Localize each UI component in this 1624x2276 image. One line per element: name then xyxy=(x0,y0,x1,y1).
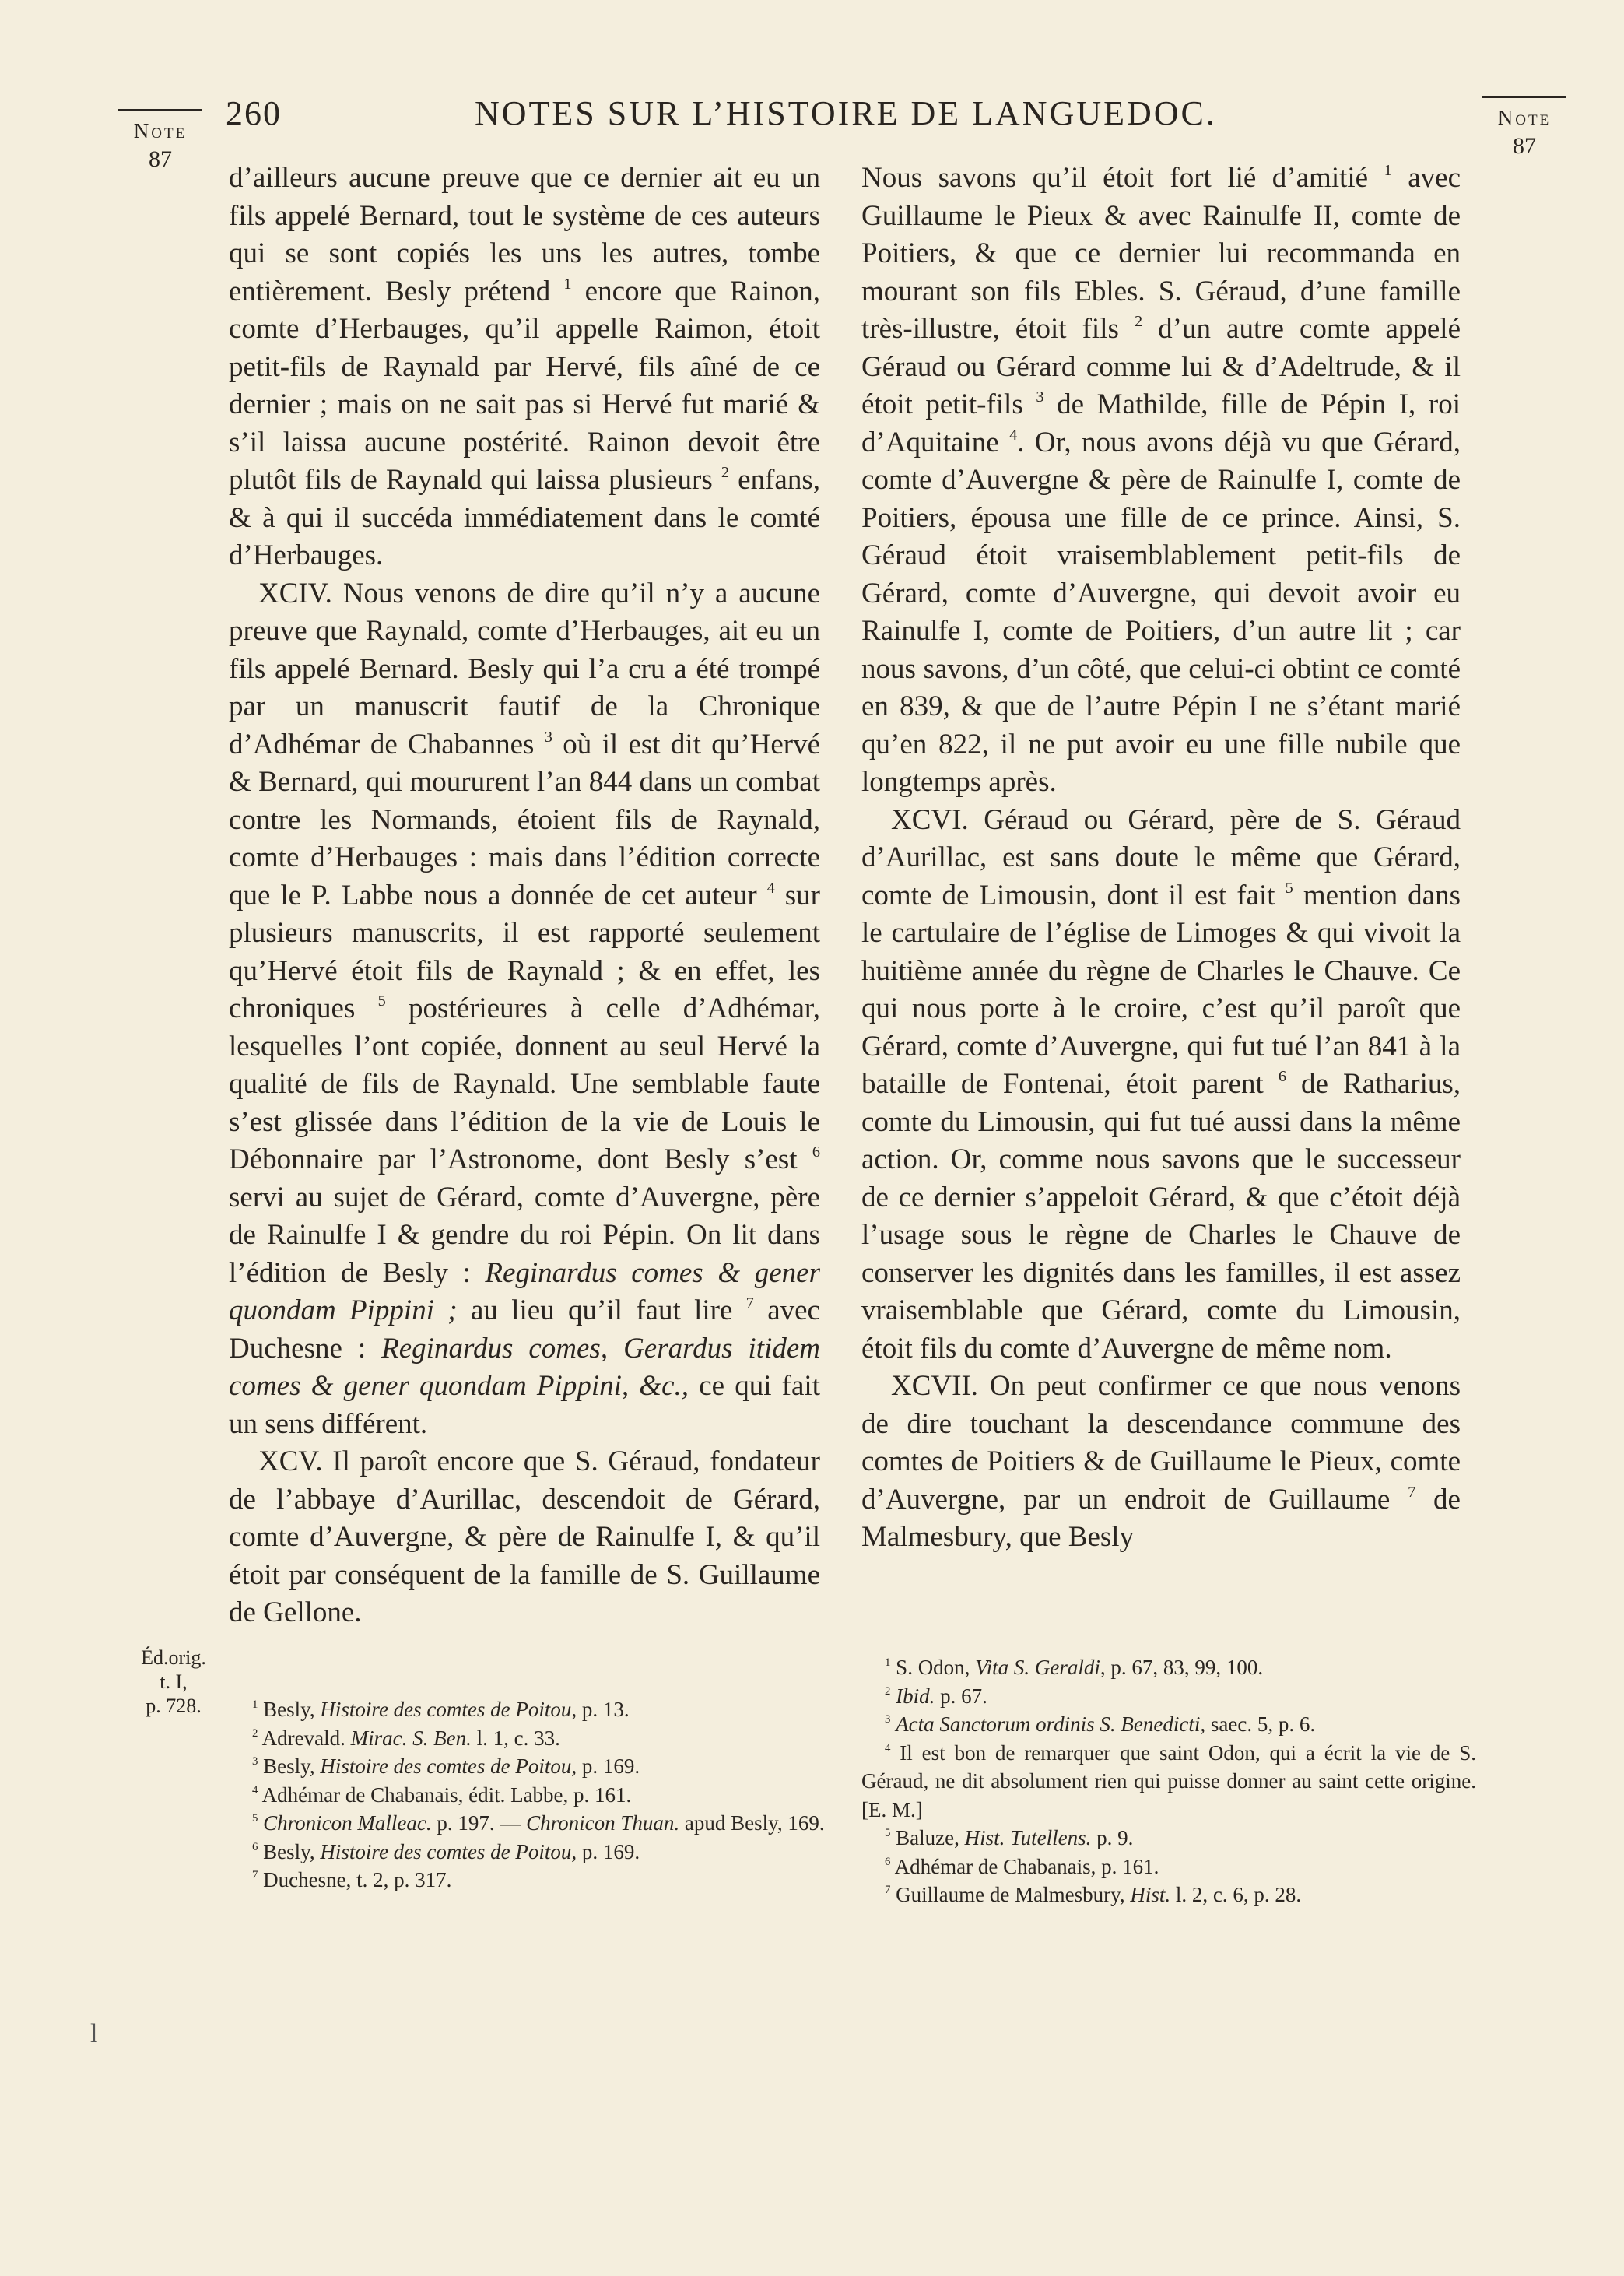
margin-note-right xyxy=(1482,96,1566,160)
footnote: $^2$ Adrevald. Mirac. S. Ben. l. 1, c. 33. xyxy=(252,1726,560,1750)
footnote: $^1$ S. Odon, Vita S. Geraldi, p. 67, 83, 99, 100. xyxy=(885,1656,1264,1679)
margin-note-label: Note xyxy=(1497,106,1552,129)
body-paragraph: XCV. Il paroît encore que S. Géraud, fondateur de l’abbaye d’Aurillac, descendoit de Gérard, comte d’Auvergne, & père de Rainulfe I, & qu’il étoit par conséquent de la famille de S. Guillaume de Gellone. xyxy=(229,1445,820,1628)
orig-ref-line: Éd.orig. xyxy=(141,1646,206,1669)
footnote: $^2$ Ibid. p. 67. xyxy=(885,1684,987,1708)
original-edition-reference xyxy=(123,1646,224,1718)
footnote: $^6$ Adhémar de Chabanais, p. 161. xyxy=(885,1854,1159,1878)
left-text-column xyxy=(229,160,820,1716)
body-paragraph: XCVI. Géraud ou Gérard, père de S. Géraud d’Aurillac, est sans doute le même que Gérard, comte de Limousin, dont il est fait $^5$ mention dans le cartulaire de l’église de Limoges & qui vivoit la huitième année du règne de Charles le Chauve. Ce qui nous porte à le croire, c’est qu’il paroît que Gérard, comte d’Auvergne, qui fut tué l’an 841 à la bataille de Fontenai, étoit parent $^6$ de Ratharius, comte du Limousin, qui fut tué aussi dans la même action. Or, comme nous savons que le successeur de ce dernier s’appeloit Gérard, & que c’étoit déjà l’usage sous le règne de Charles le Chauve de conserver les dignités dans les familles, il est assez vraisemblable que Gérard, comte du Limousin, étoit fils du comte d’Auvergne de même nom. xyxy=(861,803,1461,1365)
margin-note-number: 87 xyxy=(149,146,172,172)
stray-pen-mark: l xyxy=(90,2019,98,2048)
margin-rule xyxy=(118,109,202,111)
footnote: $^3$ Besly, Histoire des comtes de Poitou, p. 169. xyxy=(252,1754,640,1778)
margin-note-label: Note xyxy=(133,119,188,142)
orig-ref-line: p. 728. xyxy=(146,1695,202,1717)
body-paragraph: d’ailleurs aucune preuve que ce dernier ait eu un fils appelé Bernard, tout le système de ces auteurs qui se sont copiés les uns les autres, tombe entièrement. Besly prétend $^1$ encore que Rainon, comte d’Herbauges, qu’il appelle Raimon, étoit petit-fils de Raynald par Hervé, fils aîné de ce dernier ; mais on ne sait pas si Hervé fut marié & s’il laissa aucune postérité. Rainon devoit être plutôt fils de Raynald qui laissa plusieurs $^2$ enfans, & à qui il succéda immédiatement dans le comté d’Herbauges. xyxy=(229,162,820,571)
margin-note-number: 87 xyxy=(1513,133,1536,159)
page-number: 260 xyxy=(226,94,282,132)
footnote: $^4$ Adhémar de Chabanais, édit. Labbe, p. 161. xyxy=(252,1783,632,1807)
margin-rule xyxy=(1482,96,1566,98)
orig-ref-line: t. I, xyxy=(160,1670,188,1693)
running-title: NOTES SUR L’HISTOIRE DE LANGUEDOC. xyxy=(475,94,1217,132)
margin-note-left xyxy=(118,109,202,173)
footnote: $^1$ Besly, Histoire des comtes de Poitou, p. 13. xyxy=(252,1698,630,1721)
footnote: $^5$ Chronicon Malleac. p. 197. — Chronicon Thuan. apud Besly, 169. xyxy=(252,1811,825,1835)
footnote: $^6$ Besly, Histoire des comtes de Poitou, p. 169. xyxy=(252,1839,640,1863)
page-header xyxy=(218,93,1463,148)
footnote: $^4$ Il est bon de remarquer que saint Odon, qui a écrit la vie de S. Géraud, ne dit absolument rien qui puisse donner au saint cette origine. [E. M.] xyxy=(861,1740,1476,1821)
body-paragraph: Nous savons qu’il étoit fort lié d’amitié $^1$ avec Guillaume le Pieux & avec Rainulfe II, comte de Poitiers, & que ce dernier lui recommanda en mourant son fils Ebles. S. Géraud, d’une famille très-illustre, étoit fils $^2$ d’un autre comte appelé Géraud ou Gérard comme lui & d’Adeltrude, & il étoit petit-fils $^3$ de Mathilde, fille de Pépin I, roi d’Aquitaine $^4$. Or, nous avons déjà vu que Gérard, comte d’Auvergne & père de Rainulfe I, comte de Poitiers, épousa une fille de ce prince. Ainsi, S. Géraud étoit vraisemblablement petit-fils de Gérard, comte d’Auvergne, qui devoit avoir eu Rainulfe I, comte de Poitiers, d’un autre lit ; car nous savons, d’un côté, que celui-ci obtint ce comté en 839, & que de l’autre Pépin I ne s’étant marié qu’en 822, il ne put avoir eu une fille nubile que longtemps après. xyxy=(861,161,1461,798)
footnote: $^7$ Guillaume de Malmesbury, Hist. l. 2, c. 6, p. 28. xyxy=(885,1883,1302,1906)
body-paragraph: XCIV. Nous venons de dire qu’il n’y a aucune preuve que Raynald, comte d’Herbauges, ait eu un fils appelé Bernard. Besly qui l’a cru a été trompé par un manuscrit fautif de la Chronique d’Adhémar de Chabannes $^3$ où il est dit qu’Hervé & Bernard, qui moururent l’an 844 dans un combat contre les Normands, étoient fils de Raynald, comte d’Herbauges : mais dans l’édition correcte que le P. Labbe nous a donnée de cet auteur $^4$ sur plusieurs manuscrits, il est rapporté seulement qu’Hervé étoit fils de Raynald ; & en effet, les chroniques $^5$ postérieures à celle d’Adhémar, lesquelles l’ont copiée, donnent au seul Hervé la qualité de fils de Raynald. Une semblable faute s’est glissée dans l’édition de la vie de Louis le Débonnaire par l’Astronome, dont Besly s’est $^6$ servi au sujet de Gérard, comte d’Auvergne, père de Rainulfe I & gendre du roi Pépin. On lit dans l’édition de Besly : Reginardus comes & gener quondam Pippini ; au lieu qu’il faut lire $^7$ avec Duchesne : Reginardus comes, Gerardus itidem comes & gener quondam Pippini, &c., ce qui fait un sens différent. xyxy=(229,577,820,1440)
footnote: $^5$ Baluze, Hist. Tutellens. p. 9. xyxy=(885,1826,1134,1849)
body-paragraph: XCVII. On peut confirmer ce que nous venons de dire touchant la descendance commune des comtes de Poitiers & de Guillaume le Pieux, comte d’Auvergne, par un endroit de Guillaume $^7$ de Malmesbury, que Besly xyxy=(861,1370,1461,1553)
footnote: $^3$ Acta Sanctorum ordinis S. Benedicti, saec. 5, p. 6. xyxy=(885,1712,1316,1736)
right-text-column xyxy=(861,160,1461,1716)
footnotes-left xyxy=(229,1695,828,1895)
footnotes-right xyxy=(861,1653,1476,1909)
footnote: $^7$ Duchesne, t. 2, p. 317. xyxy=(252,1868,452,1891)
